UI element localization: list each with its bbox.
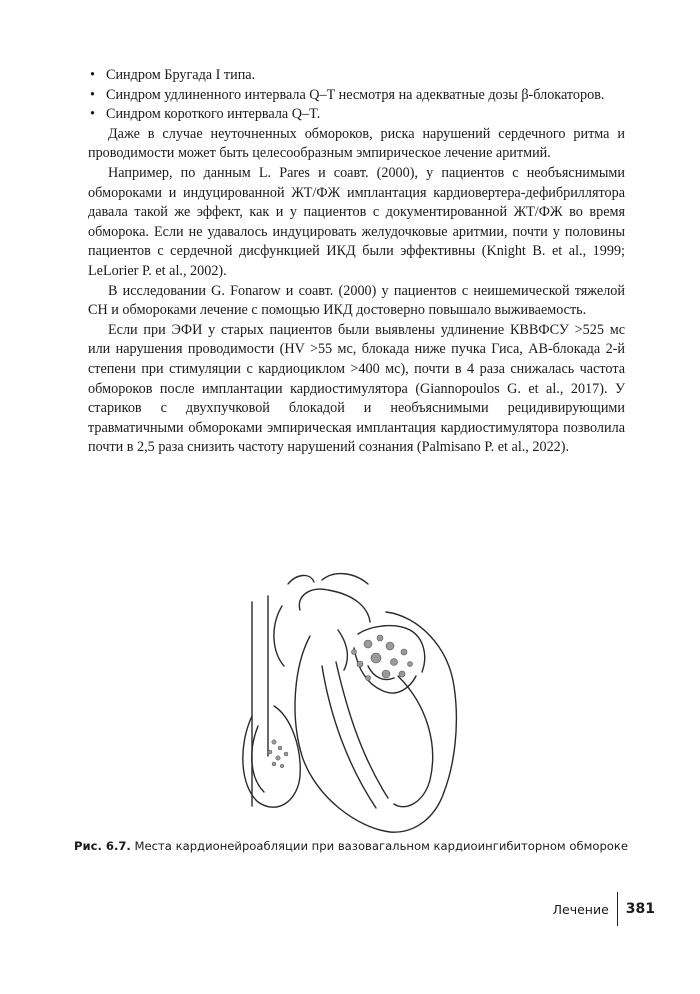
footer-divider [617,892,618,926]
paragraph: Если при ЭФИ у старых пациентов были выявлены удлинение КВВФСУ >525 мс или нарушения проводимости (HV >55 мс, блокада ниже пучка Гиса, АВ-блокада 2-й степени при стимуляции с кардиоциклом >400 мс), почти в 4 раза снижалась частота обмороков после имплантации кардиостимулятора (Giannopoulos G. et al., 2017). У стариков с двухпучковой блокадой и необъяснимыми рецидивирующими травматичными обмороками эмпирическая имплантация кардиостимулятора позволила почти в 2,5 раза снизить частоту нарушений сознания (Palmisano P. et al., 2022). [88,321,625,456]
paragraph: В исследовании G. Fonarow и соавт. (2000) у пациентов с неишемической тяжелой СН и обмороками лечение с помощью ИКД достоверно повышало выживаемость. [88,282,625,319]
bullet-list [88,66,625,125]
page-number: 381 [625,901,655,917]
figure-caption [62,838,640,855]
heart-diagram-icon [218,566,478,846]
bullet-item: • Синдром короткого интервала Q–T. [88,105,625,125]
section-title: Лечение [552,901,609,917]
paragraph: Например, по данным L. Pares и соавт. (2000), у пациентов с необъяснимыми обмороками и индуцированной ЖТ/ФЖ имплантация кардиовертера-дефибриллятора давала такой же эффект, как и у пациентов с документированной ЖТ/ФЖ во время обморока. Если не удавалось индуцировать желудочковые аритмии, почти у половины пациентов с сердечной дисфункцией ИКД были эффективны (Knight B. et al., 1999; LeLorier P. et al., 2002). [88,164,625,279]
figure-label: Рис. 6.7. [73,839,131,853]
bullet-item: • Синдром Бругада I типа. [88,66,625,86]
heart-figure [218,566,478,846]
caption-text: Места кардионейроабляции при вазовагальном кардиоингибиторном обмороке [130,839,629,853]
paragraph: Даже в случае неуточненных обмороков, риска нарушений сердечного ритма и проводимости может быть целесообразным эмпирическое лечение аритмий. [88,125,625,162]
page-text [88,66,625,458]
bullet-item: • Синдром удлиненного интервала Q–T несмотря на адекватные дозы β-блокаторов. [88,86,625,106]
page-footer [553,892,655,926]
